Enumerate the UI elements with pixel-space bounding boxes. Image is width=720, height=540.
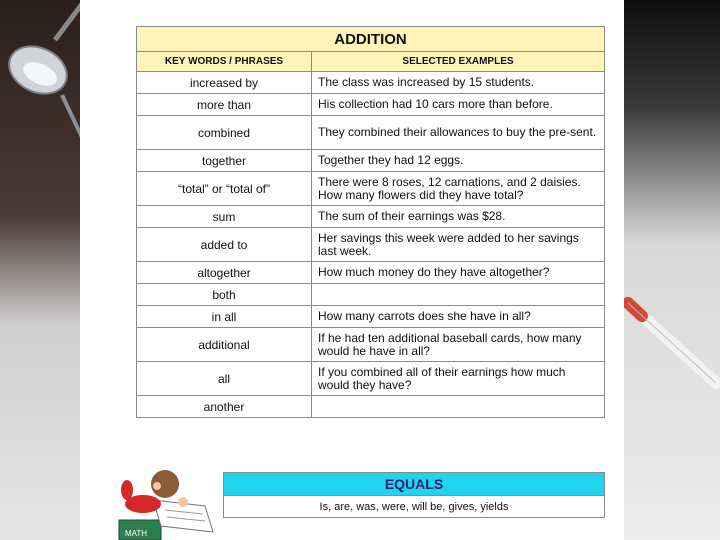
table-row [137,150,605,172]
example-cell: The sum of their earnings was $28. [312,206,605,228]
table-row [137,328,605,362]
example-cell [312,284,605,306]
desk-lamp-icon [0,0,90,150]
example-cell: His collection had 10 cars more than before. [312,94,605,116]
header-row [137,52,605,72]
child-reading-math-book-icon [113,462,219,540]
title-row [137,27,605,52]
table-row [137,172,605,206]
table-title: ADDITION [137,27,605,52]
equals-title: EQUALS [224,473,605,496]
table-row [137,362,605,396]
keyword-cell: in all [137,306,312,328]
example-cell: How much money do they have altogether? [312,262,605,284]
table-row [137,228,605,262]
table-row [137,94,605,116]
keyword-cell: all [137,362,312,396]
equals-words-row [224,496,605,518]
table-row [137,206,605,228]
table-row [137,396,605,418]
example-cell: The class was increased by 15 students. [312,72,605,94]
example-cell: If he had ten additional baseball cards, how many would he have in all? [312,328,605,362]
keyword-cell: additional [137,328,312,362]
equals-table [223,472,605,518]
keyword-cell: sum [137,206,312,228]
example-cell: How many carrots does she have in all? [312,306,605,328]
table-row [137,72,605,94]
background-right [624,0,720,540]
table-row [137,116,605,150]
keyword-cell: “total” or “total of” [137,172,312,206]
example-cell [312,396,605,418]
keyword-cell: together [137,150,312,172]
table-row [137,284,605,306]
keywords-header: KEY WORDS / PHRASES [137,52,312,72]
keyword-cell: both [137,284,312,306]
keyword-cell: increased by [137,72,312,94]
pen-icon [618,295,720,395]
addition-table [136,26,605,418]
example-cell: If you combined all of their earnings how much would they have? [312,362,605,396]
table-row [137,262,605,284]
book-label: MATH [125,529,148,538]
equals-words: Is, are, was, were, will be, gives, yields [224,496,605,518]
keyword-cell: altogether [137,262,312,284]
keyword-cell: another [137,396,312,418]
keyword-cell: more than [137,94,312,116]
examples-header: SELECTED EXAMPLES [312,52,605,72]
keyword-cell: combined [137,116,312,150]
equals-title-row [224,473,605,496]
table-row [137,306,605,328]
example-cell: There were 8 roses, 12 carnations, and 2 daisies. How many flowers did they have total? [312,172,605,206]
keyword-cell: added to [137,228,312,262]
example-cell: Together they had 12 eggs. [312,150,605,172]
example-cell: Her savings this week were added to her savings last week. [312,228,605,262]
example-cell: They combined their allowances to buy the pre-sent. [312,116,605,150]
